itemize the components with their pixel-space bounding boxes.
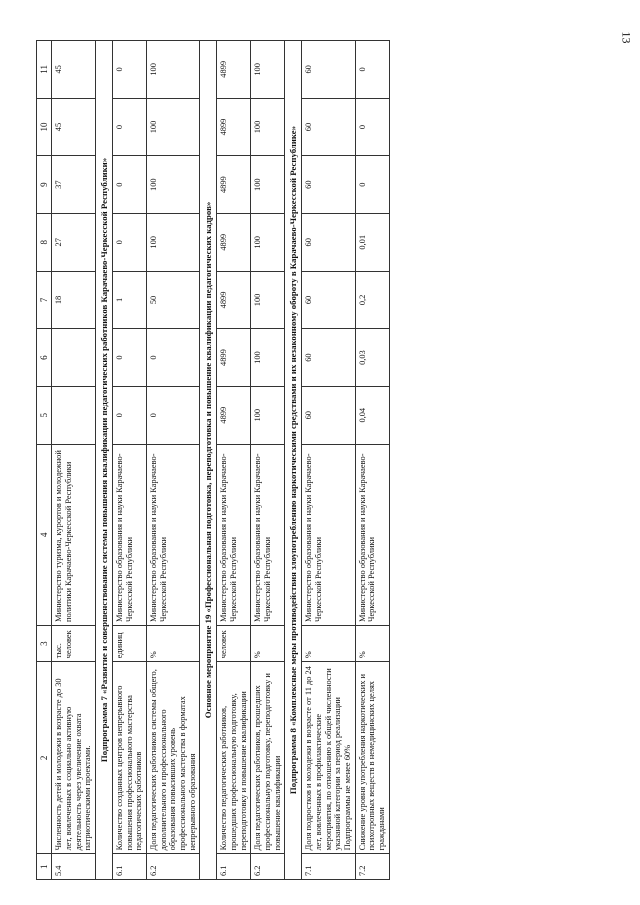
column-header: 6 (37, 329, 52, 387)
value-cell: 37 (52, 156, 96, 214)
responsible: Министерство образования и науки Карачаево-Черкесской Республики (147, 444, 200, 625)
unit: % (251, 625, 285, 661)
value-cell: 60 (302, 156, 355, 214)
unit: % (355, 625, 389, 661)
value-cell: 60 (302, 271, 355, 329)
value-cell: 100 (147, 156, 200, 214)
value-cell: 45 (52, 41, 96, 99)
section-row (95, 41, 112, 880)
section-row (285, 41, 302, 880)
table-row (217, 41, 251, 880)
value-cell: 0 (147, 386, 200, 444)
value-cell: 60 (302, 329, 355, 387)
value-cell: 18 (52, 271, 96, 329)
value-cell: 100 (251, 271, 285, 329)
value-cell: 100 (251, 386, 285, 444)
section-title: Основное мероприятие 19 «Профессиональная подготовка, переподготовка и повышение квалификации педагогических кадров» (200, 41, 217, 880)
page-number: 13 (619, 31, 634, 44)
unit: человек (217, 625, 251, 661)
section-row (200, 41, 217, 880)
responsible: Министерство образования и науки Карачаево-Черкесской Республики (302, 444, 355, 625)
unit: % (147, 625, 200, 661)
value-cell: 100 (147, 213, 200, 271)
unit: тыс. человек (52, 625, 96, 661)
value-cell: 100 (251, 41, 285, 99)
value-cell: 60 (302, 386, 355, 444)
column-header: 11 (37, 41, 52, 99)
table-row (52, 41, 96, 880)
value-cell (52, 386, 96, 444)
value-cell: 45 (52, 98, 96, 156)
value-cell: 4899 (217, 271, 251, 329)
table-row (113, 41, 147, 880)
row-number: 6.1 (217, 854, 251, 880)
responsible: Министерство образования и науки Карачаево-Черкесской Республики (251, 444, 285, 625)
value-cell: 0 (355, 98, 389, 156)
value-cell: 4899 (217, 98, 251, 156)
value-cell: 1 (113, 271, 147, 329)
column-header: 1 (37, 854, 52, 880)
indicators-table (36, 40, 390, 880)
indicator-name: Количество созданных центров непрерывного повышения профессионального мастерства педагогических работников (113, 662, 147, 854)
value-cell: 60 (302, 213, 355, 271)
value-cell: 0 (113, 41, 147, 99)
column-header: 2 (37, 662, 52, 854)
value-cell: 4899 (217, 156, 251, 214)
value-cell: 50 (147, 271, 200, 329)
value-cell: 60 (302, 98, 355, 156)
value-cell: 4899 (217, 386, 251, 444)
indicator-name: Количество педагогических работников, прошедших профессиональную подготовку, переподготовку и повышение квалификации (217, 662, 251, 854)
unit: единиц (113, 625, 147, 661)
indicator-name: Доля педагогических работников, прошедших профессиональную подготовку, переподготовку и повышение квалификации (251, 662, 285, 854)
value-cell: 60 (302, 41, 355, 99)
unit: % (302, 625, 355, 661)
value-cell: 100 (251, 98, 285, 156)
value-cell: 100 (147, 98, 200, 156)
header-row (37, 41, 52, 880)
table-row (147, 41, 200, 880)
indicator-name: Численность детей и молодежи в возрасте до 30 лет, вовлеченных в социально активную деятельность через увеличение охвата патриотическими проектами. (52, 662, 96, 854)
table-body (52, 41, 389, 880)
indicator-name: Доля педагогических работников системы общего, дополнительного и профессионального образования повысивших уровень профессионального мастерства в форматах непрерывного образования (147, 662, 200, 854)
row-number: 5.4 (52, 854, 96, 880)
table-row (302, 41, 355, 880)
value-cell: 0 (113, 386, 147, 444)
value-cell: 100 (251, 156, 285, 214)
column-header: 4 (37, 444, 52, 625)
column-header: 9 (37, 156, 52, 214)
value-cell: 0 (113, 329, 147, 387)
value-cell: 4899 (217, 329, 251, 387)
value-cell: 0 (355, 156, 389, 214)
row-number: 7.2 (355, 854, 389, 880)
value-cell: 0 (113, 213, 147, 271)
value-cell: 0,03 (355, 329, 389, 387)
table-row (355, 41, 389, 880)
column-header: 8 (37, 213, 52, 271)
row-number: 6.1 (113, 854, 147, 880)
row-number: 6.2 (147, 854, 200, 880)
table-row (251, 41, 285, 880)
value-cell: 0,2 (355, 271, 389, 329)
column-header: 3 (37, 625, 52, 661)
column-header: 5 (37, 386, 52, 444)
responsible: Министерство туризма, курортов и молодежной политики Карачаево-Черкесской Республики (52, 444, 96, 625)
value-cell: 27 (52, 213, 96, 271)
column-header: 7 (37, 271, 52, 329)
value-cell: 4899 (217, 41, 251, 99)
rotated-table-container (36, 40, 576, 880)
value-cell: 0 (147, 329, 200, 387)
value-cell: 100 (147, 41, 200, 99)
row-number: 6.2 (251, 854, 285, 880)
value-cell: 0 (355, 41, 389, 99)
value-cell: 100 (251, 329, 285, 387)
section-title: Подпрограмма 7 «Развитие и совершенствование системы повышения квалификации педагогических работников Карачаево-Черкесской Республики» (95, 41, 112, 880)
value-cell: 0,01 (355, 213, 389, 271)
responsible: Министерство образования и науки Карачаево-Черкесской Республики (355, 444, 389, 625)
responsible: Министерство образования и науки Карачаево-Черкесской Республики (217, 444, 251, 625)
value-cell: 0 (113, 98, 147, 156)
section-title: Подпрограмма 8 «Комплексные меры противодействия злоупотреблению наркотическими средствами и их незаконному обороту в Карачаево-Черкесской Республике» (285, 41, 302, 880)
value-cell: 100 (251, 213, 285, 271)
value-cell: 0,04 (355, 386, 389, 444)
value-cell: 0 (113, 156, 147, 214)
indicator-name: Снижение уровня употребления наркотических и психотропных веществ в немедицинских целях гражданами (355, 662, 389, 854)
column-header: 10 (37, 98, 52, 156)
value-cell: 4899 (217, 213, 251, 271)
value-cell (52, 329, 96, 387)
row-number: 7.1 (302, 854, 355, 880)
indicator-name: Доля подростков и молодежи в возрасте от 11 до 24 лет, вовлеченных в профилактические мероприятия, по отношению к общей численности указанной категории за период реализации Подпрограммы не менее 60% (302, 662, 355, 854)
responsible: Министерство образования и науки Карачаево-Черкесской Республики (113, 444, 147, 625)
